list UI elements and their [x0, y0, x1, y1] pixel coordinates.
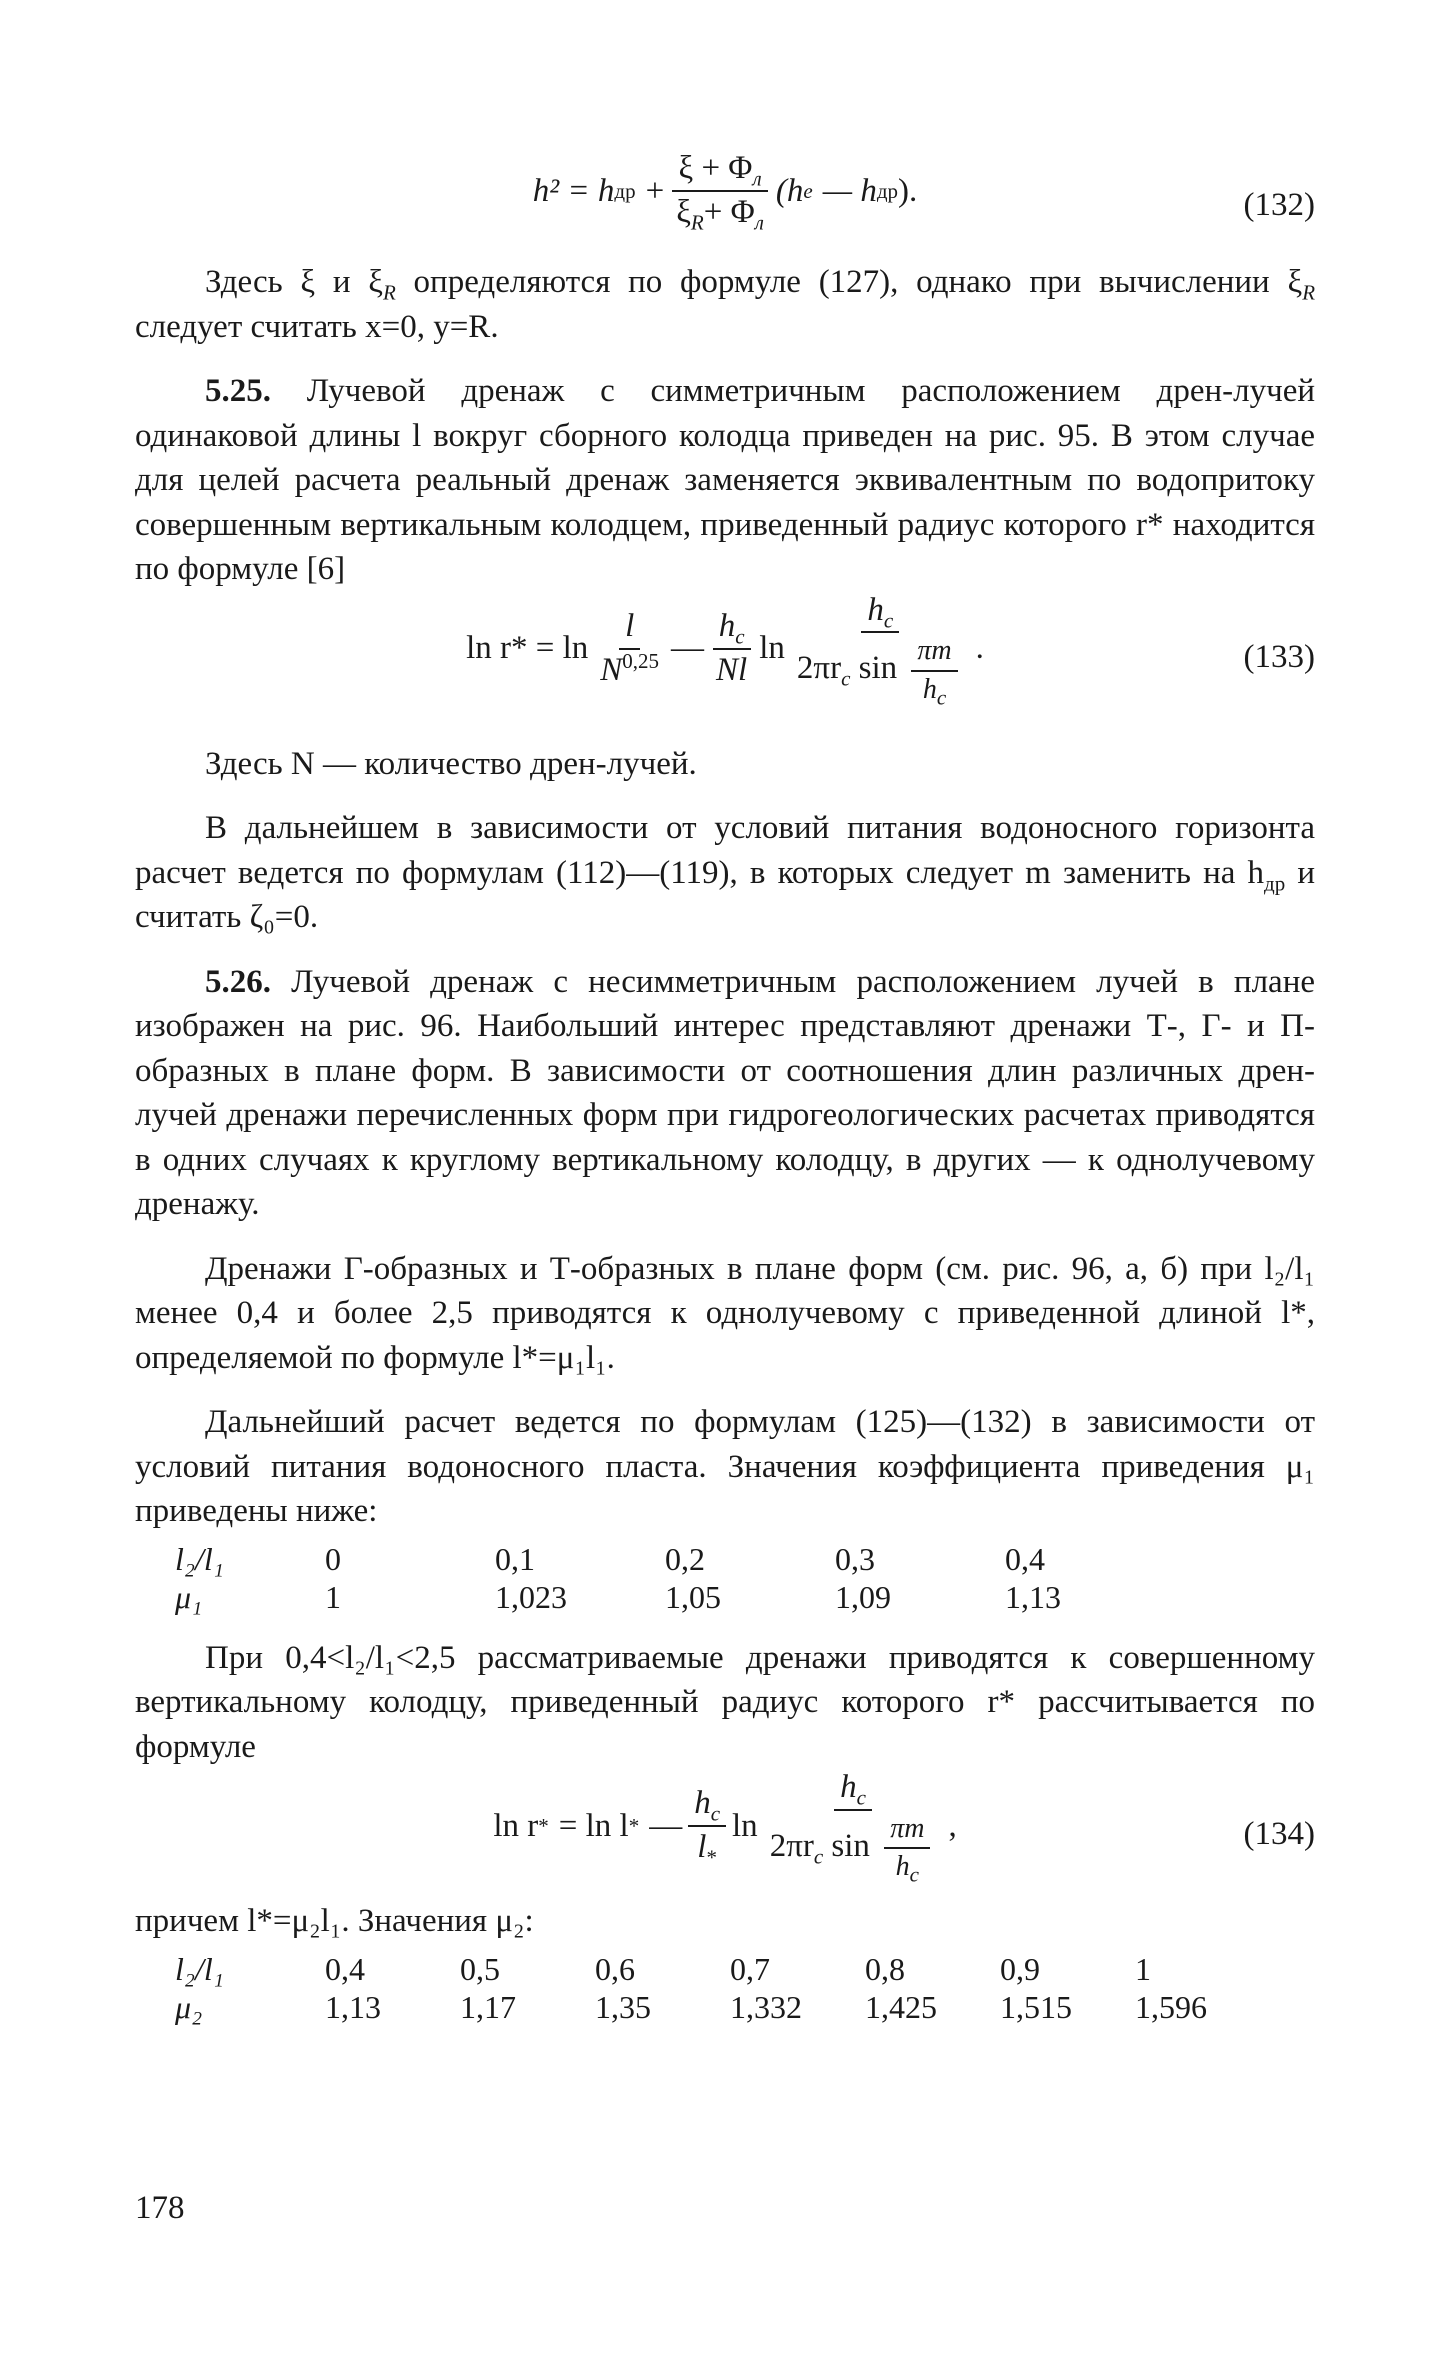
equation-number-134: (134)	[1243, 1815, 1315, 1852]
table-row: l₂/l₁ 0,4 0,5 0,6 0,7 0,8 0,9 1	[175, 1950, 1151, 1987]
eq132-fraction: $\frac{\xi + \Phi_л}{\xi_R+ \Phi_л}$	[670, 150, 770, 232]
paragraph-ratio-range: При 0,4<l₂/l₁<2,5 рассматриваемые дренажи приводятся к совершенному вертикальному колодцу, приведенный радиус которого r* рассчитывается по формуле	[135, 1639, 1315, 1765]
equation-number-133: (133)	[1243, 638, 1315, 675]
paragraph-mu2-intro: причем l*=μ₂l₁. Значения μ₂:	[135, 1903, 534, 1939]
formula-132: h² = h др + $\frac{\xi + \Phi_л}{\xi_R+ \Phi_л}$ (h e — h др ). (132)	[532, 150, 1315, 235]
section-5-25: 5.25. Лучевой дренаж с симметричным расположением дрен-лучей одинаковой длины l вокруг сборного колодца приведен на рис. 95. В этом случае для целей расчета реальный дренаж заменяется эквивалентным по водопритоку совершенным вертикальным колодцем, приведенный радиус которого r* находится по формуле [6]	[135, 373, 1315, 587]
table-row: μ₁ 1 1,023 1,05 1,09 1,13	[175, 1578, 1061, 1615]
eq132-lhs: h² = h	[532, 172, 615, 209]
section-number-5-25: 5.25.	[205, 373, 271, 409]
paragraph-coefficient: Дальнейший расчет ведется по формулам (125)—(132) в зависимости от условий питания водоносного пласта. Значения коэффициента приведения μ₁ приведены ниже:	[135, 1404, 1315, 1529]
formula-134: ln r * = ln l * — $\frac{h_c}{l_*}$ ln $h_c$ $2\pi r_c$ sin $\frac{\pi m}{h_c}$ , (134)	[493, 1769, 1315, 1887]
table-row: μ₂ 1,13 1,17 1,35 1,332 1,425 1,515 1,596	[175, 1988, 1207, 2025]
page-body	[135, 150, 1315, 2032]
table-mu2	[175, 1950, 1270, 2026]
section-5-26: 5.26. Лучевой дренаж с несимметричным расположением лучей в плане изображен на рис. 96. Наибольший интерес представляют дренажи Т-, Г- и П-образных в плане форм. В зависимости от соотношения длин различных дрен-лучей дренажи перечисленных форм при гидрогеологических расчетах приводятся в одних случаях к круглому вертикальному колодцу, в других — к однолучевому дренажу.	[135, 963, 1315, 1222]
paragraph-g-t-shaped: Дренажи Г-образных и Т-образных в плане форм (см. рис. 96, а, б) при l₂/l₁ менее 0,4 и более 2,5 приводятся к однолучевому с приведенной длиной l*, определяемой по формуле l*=μ₁l₁.	[135, 1250, 1315, 1376]
paragraph-n-definition: Здесь N — количество дрен-лучей.	[205, 745, 697, 782]
table-mu1	[175, 1540, 1175, 1616]
formula-133: ln r* = ln $\frac{l}{N^{0,25}}$ — $\frac{h_c}{Nl}$ ln $h_c$ $2\pi r_c$ sin $\frac{\pi m}{h_c}$ . (133)	[466, 591, 1315, 710]
section-number-5-26: 5.26.	[205, 963, 271, 1000]
paragraph-further-calc: В дальнейшем в зависимости от условий питания водоносного горизонта расчет ведется по формулам (112)—(119), в которых следует m заменить на $h_{др}$ и считать ζ₀=0.	[135, 810, 1315, 935]
paragraph-xi-definition: Здесь ξ и $\xi_R$ определяются по формуле (127), однако при вычислении $\xi_R$ следует считать x=0, y=R.	[135, 264, 1316, 345]
table-row: l₂/l₁ 0 0,1 0,2 0,3 0,4	[175, 1540, 1045, 1577]
equation-number-132: (132)	[1243, 186, 1315, 223]
page-number: 178	[135, 2190, 185, 2226]
